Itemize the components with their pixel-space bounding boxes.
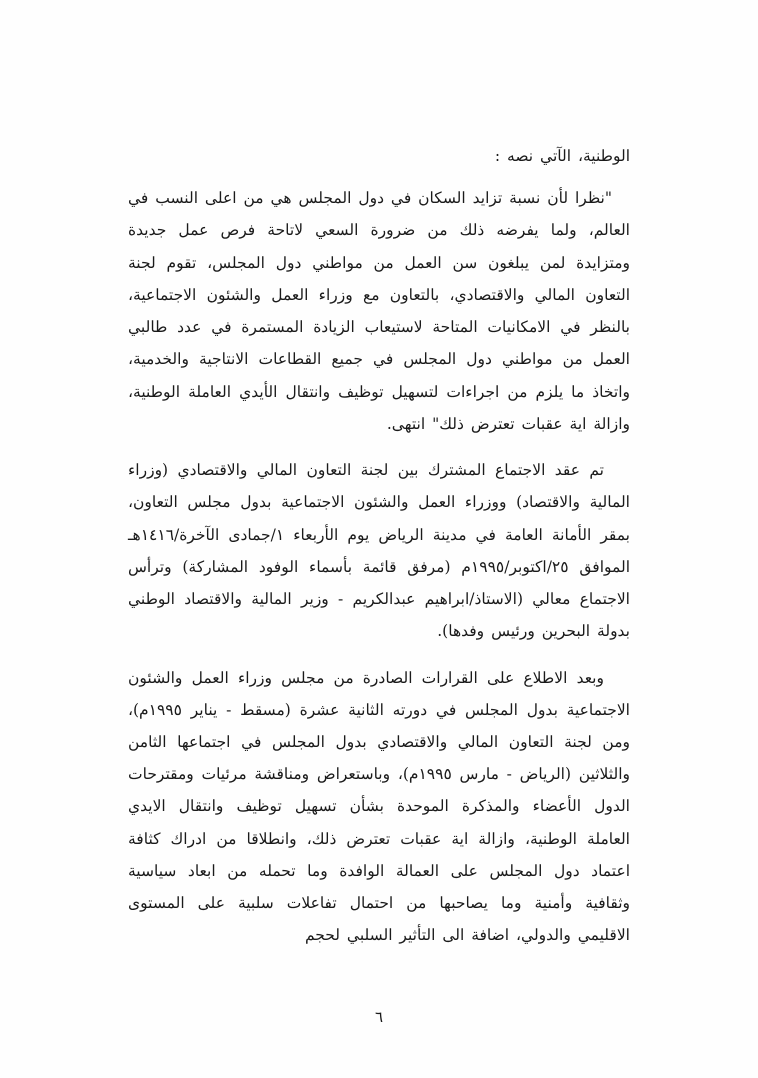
page-number: ٦ xyxy=(374,1008,384,1026)
paragraph-after-review: وبعد الاطلاع على القرارات الصادرة من مجلس وزراء العمل والشئون الاجتماعية بدول المجلس في دورته الثانية عشرة (مسقط - يناير ١٩٩٥م)، ومن لجنة التعاون المالي والاقتصادي بدول المجلس في اجتماعها الثامن والثلاثين (الرياض - مارس ١٩٩٥م)، وباستعراض ومناقشة مرئيات ومقترحات الدول الأعضاء والمذكرة الموحدة بشأن تسهيل توظيف وانتقال الايدي العاملة الوطنية، وازالة اية عقبات تعترض ذلك، وانطلاقا من ادراك كثافة اعتماد دول المجلس على العمالة الوافدة وما تحمله من ابعاد سياسية وثقافية وأمنية وما يصاحبها من احتمال تفاعلات سلبية على المستوى الاقليمي والدولي، اضافة الى التأثير السلبي لحجم xyxy=(128,668,630,945)
paragraph-joint-meeting: تم عقد الاجتماع المشترك بين لجنة التعاون المالي والاقتصادي (وزراء المالية والاقتصاد) ووزراء العمل والشئون الاجتماعية بدول مجلس التعاون، بمقر الأمانة العامة في مدينة الرياض يوم الأربعاء ١/جمادى الآخرة/١٤١٦هـ الموافق ٢٥/اكتوبر/١٩٩٥م (مرفق قائمة بأسماء الوفود المشاركة) وترأس الاجتماع معالي (الاستاذ/ابراهيم عبدالكريم - وزير المالية والاقتصاد الوطني بدولة البحرين ورئيس وفدها). xyxy=(128,461,630,641)
page-body xyxy=(128,140,630,966)
paragraph-quoted-statement: "نظرا لأن نسبة تزايد السكان في دول المجلس هي من اعلى النسب في العالم، ولما يفرضه ذلك من ضرورة السعي لاتاحة فرص عمل جديدة ومتزايدة لمن يبلغون سن العمل من مواطني دول المجلس، تقوم لجنة التعاون المالي والاقتصادي، بالتعاون مع وزراء العمل والشئون الاجتماعية، بالنظر في الامكانيات المتاحة لاستيعاب الزيادة المستمرة في عدد طالبي العمل من مواطني دول المجلس في جميع القطاعات الانتاجية والخدمية، واتخاذ ما يلزم من اجراءات لتسهيل توظيف وانتقال الأيدي العاملة الوطنية، وازالة اية عقبات تعترض ذلك" انتهى. xyxy=(128,189,630,433)
paragraph-intro-line: الوطنية، الآتي نصه : xyxy=(494,147,630,165)
